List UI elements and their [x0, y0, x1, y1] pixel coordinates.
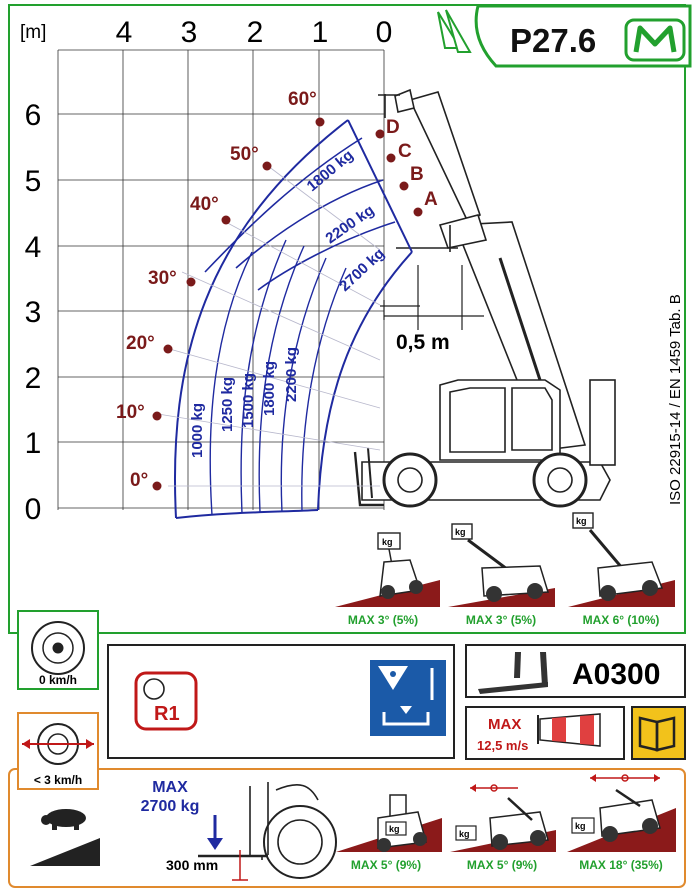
angle-label: 50°: [230, 144, 259, 165]
slope-limit-label: MAX 6° (10%): [582, 613, 660, 627]
y-tick-label: 3: [24, 296, 42, 329]
extension-label-d: D: [386, 117, 400, 138]
telehandler-icon: [355, 90, 615, 506]
column-capacity-label: 1500 kg: [240, 372, 257, 428]
column-capacity-label: 2200 kg: [283, 346, 300, 402]
travel-max-label: MAX: [152, 779, 188, 796]
capacity-labels: [189, 147, 388, 458]
y-tick-label: 0: [24, 493, 42, 526]
kg-label: kg: [455, 527, 466, 537]
angle-point: [164, 345, 173, 354]
stability-slopes: [335, 513, 675, 627]
stability-slope-side-raised: [448, 524, 555, 607]
slope-limit-label: MAX 3° (5%): [465, 613, 537, 627]
stability-slope-rear: [335, 533, 440, 607]
travel-slope-rear: [336, 795, 442, 852]
chart-frame: [9, 5, 685, 633]
x-tick-label: 4: [115, 16, 133, 49]
class-badge: [136, 673, 196, 729]
chart-grid: [58, 50, 384, 510]
travel-load-diagram: [141, 779, 336, 880]
angle-point: [263, 162, 272, 171]
column-capacity-label: 1000 kg: [189, 402, 206, 458]
x-tick-label: 1: [311, 16, 329, 49]
x-tick-label: 2: [246, 16, 264, 49]
y-tick-label: 2: [24, 362, 42, 395]
angle-point: [153, 482, 162, 491]
kg-label: kg: [459, 829, 470, 839]
arc-capacity-label: 2700 kg: [336, 244, 388, 295]
model-name: P27.6: [510, 22, 597, 59]
travel-slope-side: [450, 784, 556, 852]
slope-limit-label: MAX 3° (5%): [347, 613, 419, 627]
x-tick-label: 0: [375, 16, 393, 49]
angle-point: [153, 412, 162, 421]
extension-point-d: [376, 130, 385, 139]
kg-label: kg: [576, 516, 587, 526]
speed-travel-badge: [18, 713, 98, 789]
model-tab: [438, 6, 690, 66]
angle-label: 10°: [116, 402, 145, 423]
wind-box: [466, 707, 624, 759]
brand-logo-icon: [626, 20, 684, 60]
wind-max-label: MAX: [488, 716, 522, 733]
windsock-icon: [538, 714, 600, 746]
extension-point-c: [387, 154, 396, 163]
stability-slope-side-extended: [568, 513, 675, 607]
extension-point-b: [400, 182, 409, 191]
angle-point: [222, 216, 231, 225]
kg-label: kg: [389, 824, 400, 834]
arc-capacity-label: 1800 kg: [303, 146, 357, 196]
travel-slope-side-steep: [567, 774, 676, 852]
travel-slope-label: MAX 5° (9%): [350, 858, 422, 872]
turtle-icon: [41, 809, 86, 830]
fork-code: A0300: [572, 658, 661, 691]
y-tick-label: 1: [24, 427, 42, 460]
speed-stationary-badge: [18, 611, 98, 689]
speed-travel-label: < 3 km/h: [33, 773, 83, 787]
y-tick-label: 5: [24, 165, 42, 198]
kg-label: kg: [575, 821, 586, 831]
y-tick-label: 6: [24, 99, 42, 132]
fork-height-label: 300 mm: [166, 857, 219, 873]
angle-point: [187, 278, 196, 287]
standard-label: ISO 22915-14 / EN 1459 Tab. B: [667, 294, 684, 505]
angle-label: 0°: [130, 470, 149, 491]
angle-label: 20°: [126, 333, 155, 354]
x-axis-labels: [116, 16, 393, 49]
y-axis-labels: [25, 99, 42, 526]
extension-label-a: A: [424, 189, 438, 210]
angle-label: 40°: [190, 194, 219, 215]
slope-icon: [30, 838, 100, 866]
wind-value: 12,5 m/s: [477, 738, 529, 753]
unit-label: [m]: [20, 22, 47, 43]
fork-code-box: [466, 645, 685, 697]
x-tick-label: 3: [180, 16, 198, 49]
class-badge-label: R1: [154, 703, 180, 725]
angle-label: 30°: [148, 268, 177, 289]
load-center-dimension: [380, 265, 484, 330]
extension-point-a: [414, 208, 423, 217]
tilt-warning-icon: [370, 660, 446, 736]
angle-points: [153, 118, 325, 491]
travel-slopes: [336, 774, 676, 872]
extension-label-c: C: [398, 141, 412, 162]
kg-label: kg: [382, 537, 393, 547]
angle-label: 60°: [288, 89, 317, 110]
manual-icon: [632, 707, 685, 759]
arc-capacity-label: 2200 kg: [322, 201, 378, 248]
y-tick-label: 4: [24, 231, 42, 264]
column-capacity-label: 1250 kg: [219, 376, 236, 432]
travel-slope-label: MAX 18° (35%): [579, 858, 663, 872]
load-center-label: 0,5 m: [396, 331, 450, 354]
angle-point: [316, 118, 325, 127]
speed-stationary-label: 0 km/h: [38, 673, 78, 687]
column-capacity-label: 1800 kg: [261, 360, 278, 416]
travel-max-load: 2700 kg: [140, 798, 200, 815]
travel-slope-label: MAX 5° (9%): [466, 858, 538, 872]
extension-label-b: B: [410, 164, 424, 185]
